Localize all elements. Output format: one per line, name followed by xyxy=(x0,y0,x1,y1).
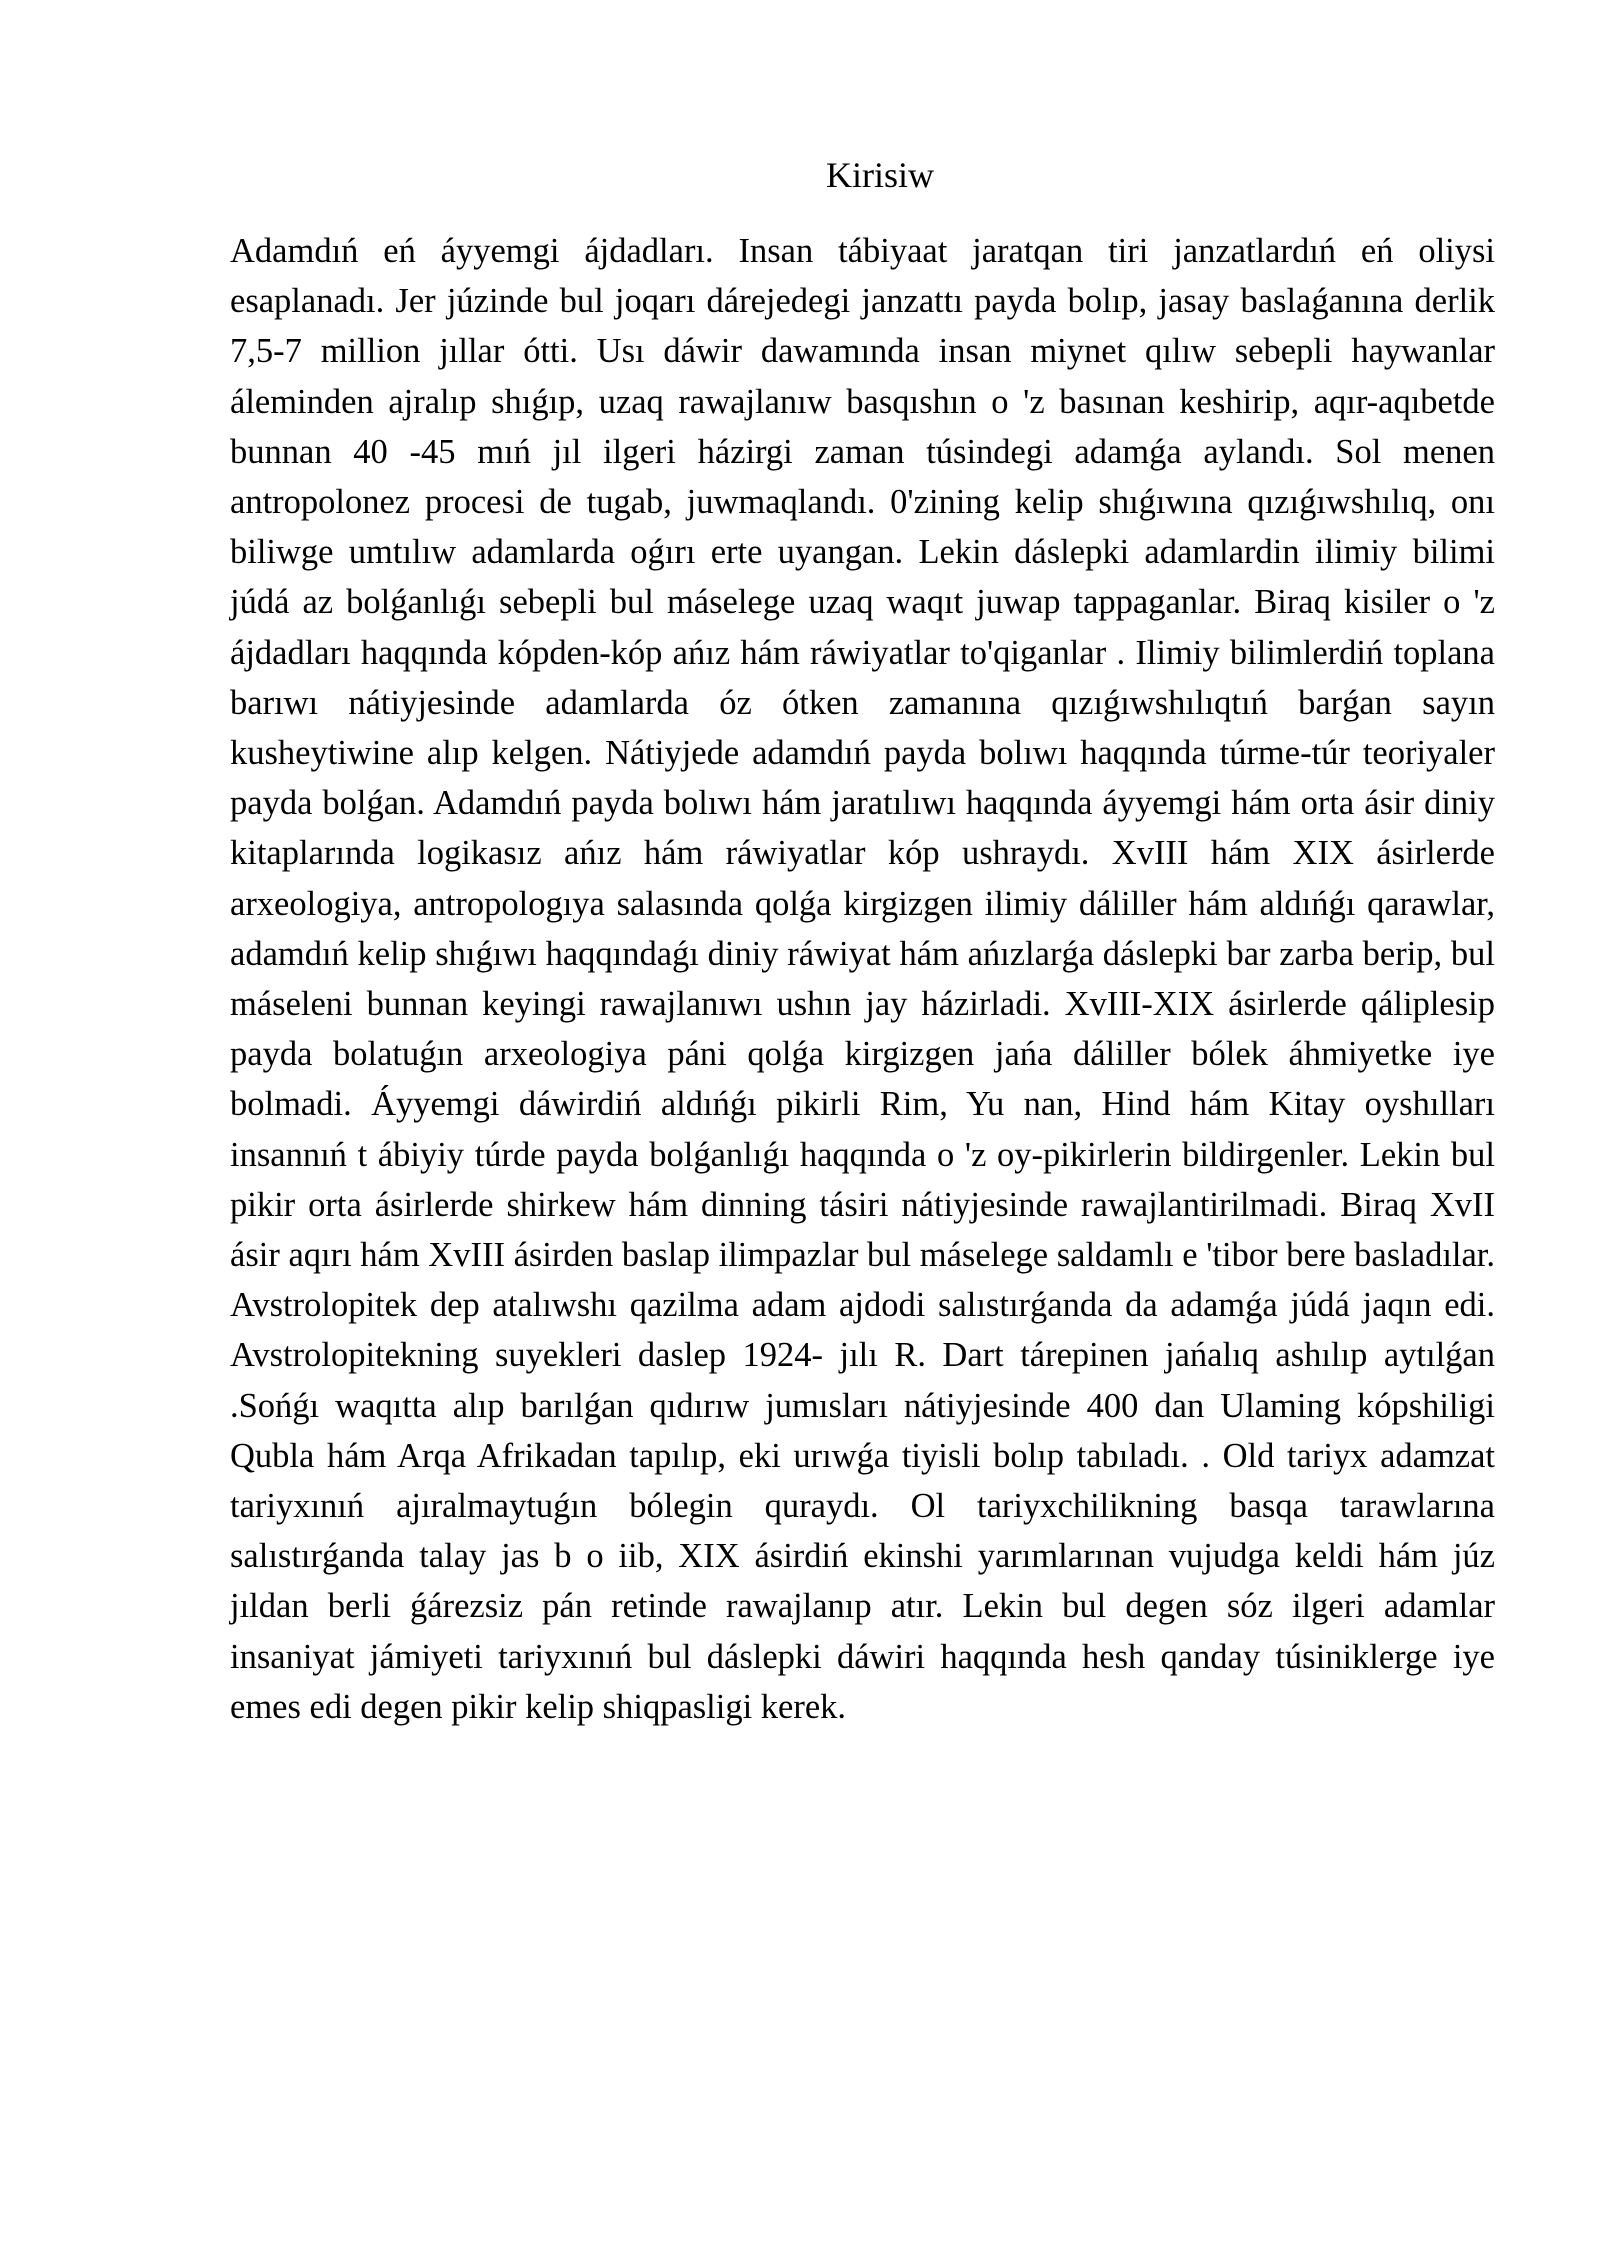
document-title: Kirisiw xyxy=(826,155,934,195)
document-body-paragraph: Adamdıń eń áyyemgi ájdadları. Insan tábiyaat jaratqan tiri janzatlardıń eń oliysi esaplanadı. Jer júzinde bul joqarı dárejedegi janzattı payda bolıp, jasay baslaǵanına derlik 7,5-7 million jıllar ótti. Usı dáwir dawamında insan miynet qılıw sebepli haywanlar áleminden ajralıp shıǵıp, uzaq rawajlanıw basqıshın o 'z basınan keshirip, aqır-aqıbetde bunnan 40 -45 mıń jıl ilgeri házirgi zaman túsindegi adamǵa aylandı. Sol menen antropolonez procesi de tugab, juwmaqlandı. 0'zining kelip shıǵıwına qızıǵıwshılıq, onı biliwge umtılıw adamlarda oǵırı erte uyangan. Lekin dáslepki adamlardin ilimiy bilimi júdá az bolǵanlıǵı sebepli bul máselege uzaq waqıt juwap tappaganlar. Biraq kisiler o 'z ájdadları haqqında kópden-kóp ańız hám ráwiyatlar to'qiganlar . Ilimiy bilimlerdiń toplana barıwı nátiyjesinde adamlarda óz ótken zamanına qızıǵıwshılıqtıń barǵan sayın kusheytiwine alıp kelgen. Nátiyjede adamdıń payda bolıwı haqqında túrme-túr teoriyaler payda bolǵan. Adamdıń payda bolıwı hám jaratılıwı haqqında áyyemgi hám orta ásir diniy kitaplarında logikasız ańız hám ráwiyatlar kóp ushraydı. XvIII hám XIX ásirlerde arxeologiya, antropologıya salasında qolǵa kirgizgen ilimiy dáliller hám aldıńǵı qarawlar, adamdıń kelip shıǵıwı haqqındaǵı diniy ráwiyat hám ańızlarǵa dáslepki bar zarba berip, bul máseleni bunnan keyingi rawajlanıwı ushın jay házirladi. XvIII-XIX ásirlerde qáliplesip payda bolatuǵın arxeologiya páni qolǵa kirgizgen jańa dáliller bólek áhmiyetke iye bolmadi. Áyyemgi dáwirdiń aldıńǵı pikirli Rim, Yu nan, Hind hám Kitay oyshılları insannıń t ábiyiy túrde payda bolǵanlıǵı haqqında o 'z oy-pikirlerin bildirgenler. Lekin bul pikir orta ásirlerde shirkew hám dinning tásiri nátiyjesinde rawajlantirilmadi. Biraq XvII ásir aqırı hám XvIII ásirden baslap ilimpazlar bul máselege saldamlı e 'tibor bere basladılar. Avstrolopitek dep atalıwshı qazilma adam ajdodi salıstırǵanda da adamǵa júdá jaqın edi. Avstrolopitekning suyekleri daslep 1924- jılı R. Dart tárepinen jańalıq ashılıp aytılǵan .Sońǵı waqıtta alıp barılǵan qıdırıw jumısları nátiyjesinde 400 dan Ulaming kópshiligi Qubla hám Arqa Afrikadan tapılıp, eki urıwǵa tiyisli bolıp tabıladı. . Old tariyx adamzat tariyxınıń ajıralmaytuǵın bólegin quraydı. Ol tariyxchilikning basqa tarawlarına salıstırǵanda talay jas b o iib, XIX ásirdiń ekinshi yarımlarınan vujudga keldi hám júz jıldan berli ǵárezsiz pán retinde rawajlanıp atır. Lekin bul degen sóz ilgeri adamlar insaniyat jámiyeti tariyxınıń bul dáslepki dáwiri haqqında hesh qanday túsiniklerge iye emes edi degen pikir kelip shiqpasligi kerek. xyxy=(230,232,1496,1726)
